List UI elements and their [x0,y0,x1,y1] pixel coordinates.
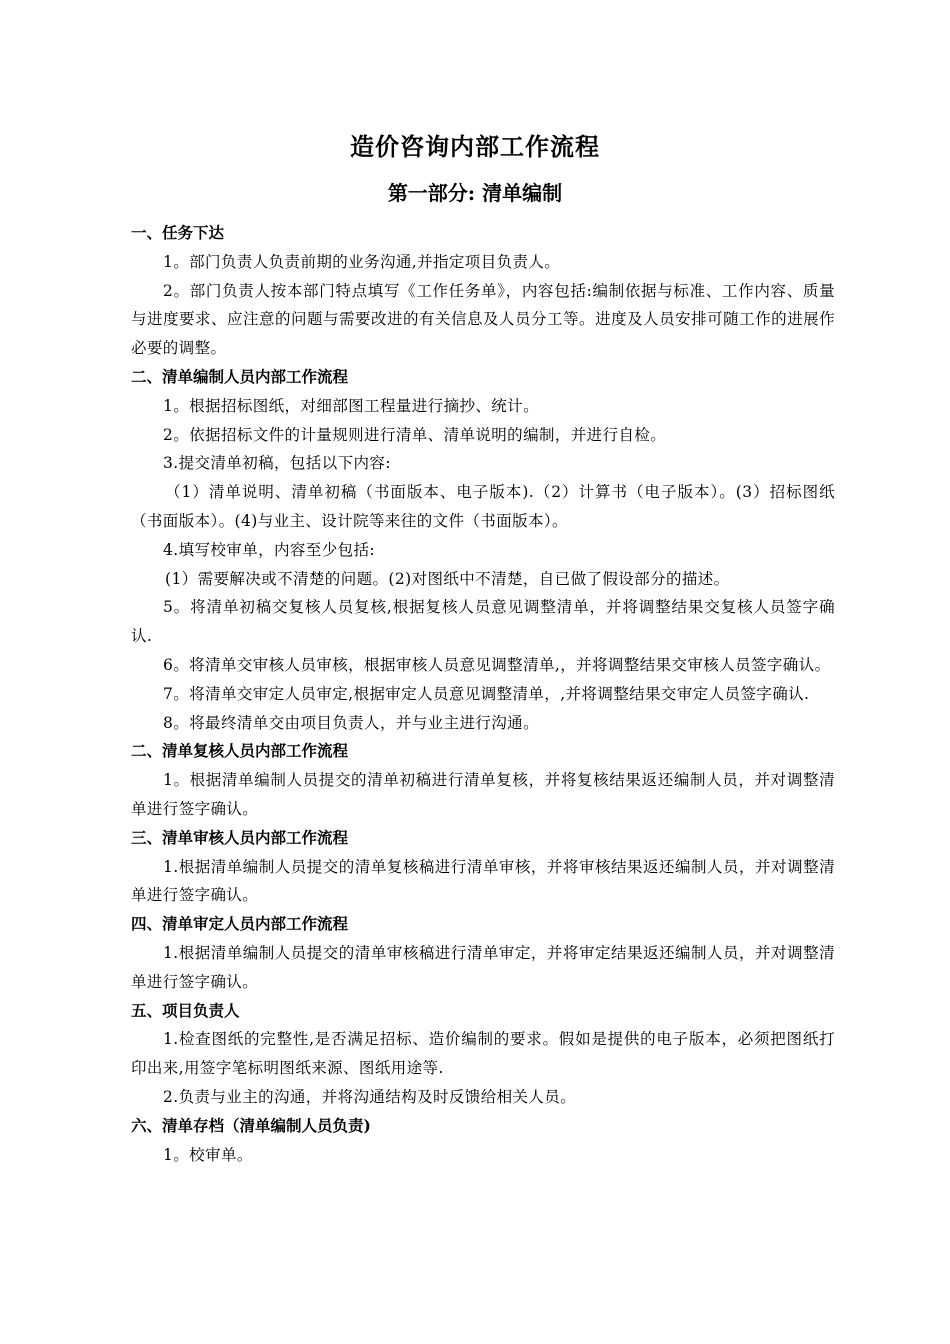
section-heading: 四、清单审定人员内部工作流程 [131,914,349,934]
paragraph: 7。将清单交审定人员审定,根据审定人员意见调整清单，,并将调整结果交审定人员签字确认. [163,684,810,703]
paragraph: 1.根据清单编制人员提交的清单复核稿进行清单审核，并将审核结果返还编制人员，并对调整清单进行签字确认。 [131,857,835,905]
paragraph: 1。根据清单编制人员提交的清单初稿进行清单复核，并将复核结果返还编制人员，并对调整清单进行签字确认。 [131,771,835,818]
paragraph: 1。校审单。 [163,1145,253,1164]
paragraph: 3.提交清单初稿，包括以下内容: [163,454,391,473]
section-heading: 五、项目负责人 [131,1000,240,1020]
paragraph: 6。将清单交审核人员审核，根据审核人员意见调整清单,，并将调整结果交审核人员签字确认。 [163,655,831,674]
paragraph: 2.负责与业主的沟通，并将沟通结构及时反馈给相关人员。 [163,1087,577,1106]
paragraph: 1.检查图纸的完整性,是否满足招标、造价编制的要求。假如是提供的电子版本，必须把图纸打印出来,用签字笔标明图纸来源、图纸用途等. [131,1030,835,1078]
paragraph: 8。将最终清单交由项目负责人，并与业主进行沟通。 [163,713,539,732]
paragraph: 2。部门负责人按本部门特点填写《工作任务单》，内容包括:编制依据与标准、工作内容、质量与进度要求、应注意的问题与需要改进的有关信息及人员分工等。进度及人员安排可随工作的进展作必要的调整。 [131,281,835,358]
section-heading: 一、任务下达 [131,223,225,242]
paragraph: 1。部门负责人负责前期的业务沟通,并指定项目负责人。 [163,252,561,271]
document-body [131,219,835,1169]
section-heading: 六、清单存档（清单编制人员负责) [131,1115,371,1135]
paragraph: 4.填写校审单，内容至少包括: [163,540,376,559]
paragraph: 1.根据清单编制人员提交的清单审核稿进行清单审定，并将审定结果返还编制人员，并对调整清单进行签字确认。 [131,943,835,991]
paragraph: （1）清单说明、清单初稿（书面版本、电子版本).（2）计算书（电子版本）。(3）招标图纸（书面版本）。(4)与业主、设计院等来往的文件（书面版本）。 [131,483,835,530]
paragraph: 5。将清单初稿交复核人员复核,根据复核人员意见调整清单，并将调整结果交复核人员签字确认. [131,598,835,646]
paragraph: 2。依据招标文件的计量规则进行清单、清单说明的编制，并进行自检。 [163,425,667,444]
document-title: 造价咨询内部工作流程 [350,132,600,161]
paragraph: 1。根据招标图纸，对细部图工程量进行摘抄、统计。 [163,396,539,415]
document-subtitle: 第一部分: 清单编制 [387,181,563,205]
section-heading: 二、清单编制人员内部工作流程 [131,366,349,386]
paragraph: (1）需要解决或不清楚的问题。(2)对图纸中不清楚，自已做了假设部分的描述。 [165,569,730,588]
section-heading: 二、清单复核人员内部工作流程 [131,741,349,761]
section-heading: 三、清单审核人员内部工作流程 [131,827,349,847]
